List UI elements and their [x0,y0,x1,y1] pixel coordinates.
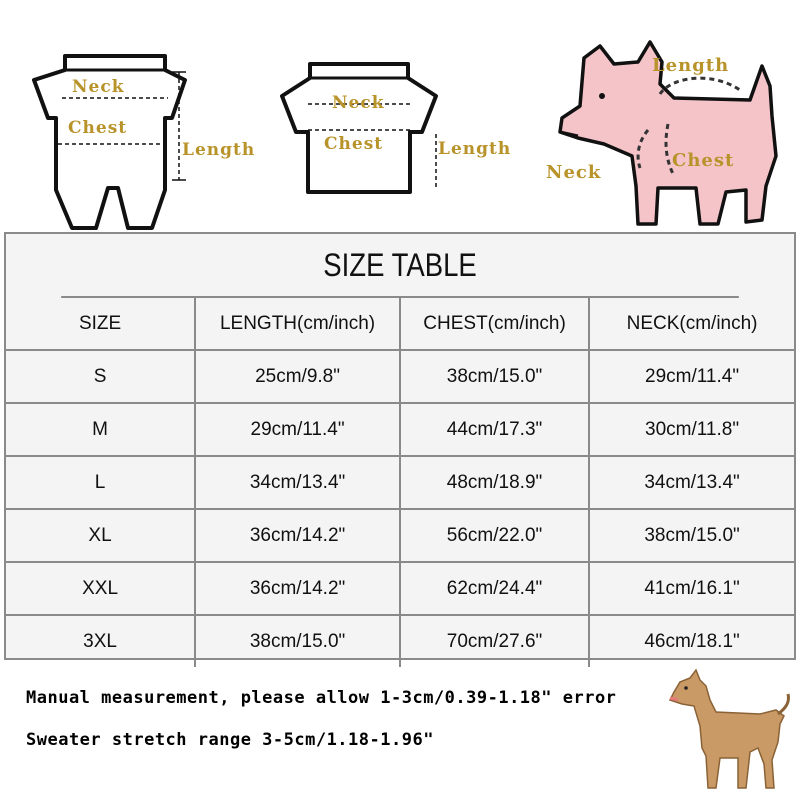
table-cell: L [6,456,195,509]
table-cell: 36cm/14.2" [195,509,400,562]
table-header-cell: LENGTH(cm/inch) [195,298,400,350]
jumpsuit-chest-label: Chest [68,118,128,138]
dog-neck-label: Neck [546,162,602,183]
table-cell: 36cm/14.2" [195,562,400,615]
table-cell: 29cm/11.4" [195,403,400,456]
table-cell: 29cm/11.4" [589,350,794,403]
table-cell: 30cm/11.8" [589,403,794,456]
table-cell: 34cm/13.4" [589,456,794,509]
table-cell: 62cm/24.4" [400,562,589,615]
table-cell: 70cm/27.6" [400,615,589,667]
stretch-note: Sweater stretch range 3-5cm/1.18-1.96" [26,730,434,750]
jumpsuit-length-label: Length [182,140,256,160]
table-row [6,615,794,667]
shirt-neck-label: Neck [332,93,385,113]
table-cell: XXL [6,562,195,615]
shirt-chest-label: Chest [324,134,384,154]
table-cell: 3XL [6,615,195,667]
table-header-cell: SIZE [6,298,195,350]
dog-length-label: Length [652,55,730,76]
table-cell: 48cm/18.9" [400,456,589,509]
table-row [6,350,794,403]
shirt-length-label: Length [438,139,512,159]
table-row [6,509,794,562]
dog-photo [660,664,796,796]
table-cell: 56cm/22.0" [400,509,589,562]
table-header-cell: CHEST(cm/inch) [400,298,589,350]
table-cell: 46cm/18.1" [589,615,794,667]
table-cell: XL [6,509,195,562]
table-row [6,456,794,509]
table-cell: 34cm/13.4" [195,456,400,509]
table-cell: 38cm/15.0" [195,615,400,667]
table-header-row [6,298,794,350]
shirt-diagram [270,50,450,210]
size-table-title: SIZE TABLE [61,234,739,298]
table-row [6,562,794,615]
table-cell: M [6,403,195,456]
measurement-note: Manual measurement, please allow 1-3cm/0.39-1.18" error [26,688,617,708]
table-cell: 44cm/17.3" [400,403,589,456]
table-row [6,403,794,456]
table-cell: 38cm/15.0" [589,509,794,562]
dog-chest-label: Chest [672,150,735,171]
table-header-cell: NECK(cm/inch) [589,298,794,350]
table-cell: 38cm/15.0" [400,350,589,403]
jumpsuit-neck-label: Neck [72,77,125,97]
size-table-grid [6,298,794,667]
size-table [4,232,796,660]
table-cell: 41cm/16.1" [589,562,794,615]
table-cell: 25cm/9.8" [195,350,400,403]
table-cell: S [6,350,195,403]
